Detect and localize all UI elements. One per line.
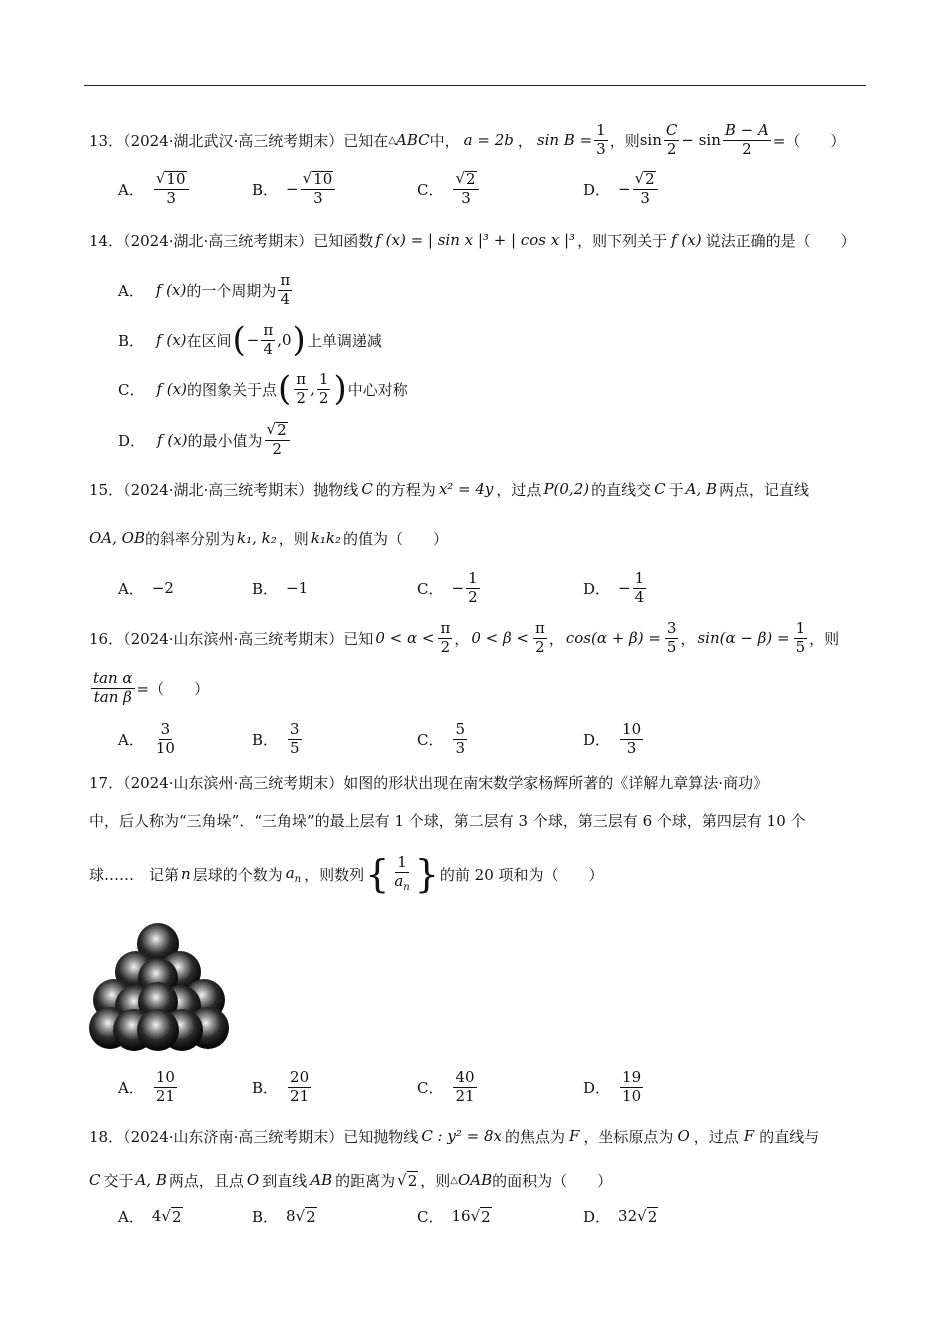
ball-pile: [89, 923, 229, 1051]
q13-sin: sin: [639, 131, 662, 149]
option-letter: C．: [417, 180, 444, 199]
q18-f: F: [743, 1127, 755, 1145]
q15-option-c[interactable]: [417, 565, 482, 611]
option-letter: C．: [417, 730, 444, 749]
q15-option-a[interactable]: [118, 565, 174, 611]
q18-o: O: [246, 1171, 260, 1189]
q15-c: C: [654, 480, 666, 498]
q17-text: ，则数列: [304, 865, 365, 884]
q18-ab-line: AB: [310, 1171, 333, 1189]
q13-option-c[interactable]: [417, 166, 481, 212]
option-frac: √ 10 3: [154, 171, 189, 207]
q18-o: O: [677, 1127, 690, 1145]
q14-text: ，则下列关于: [577, 231, 668, 250]
option-frac: √ 2 2: [265, 422, 290, 458]
left-paren: (: [232, 320, 246, 360]
option-sqrt: √ 2: [470, 1206, 491, 1226]
option-text: 的图象关于点: [186, 380, 277, 399]
option-text: 的一个周期为: [186, 281, 277, 300]
option-frac: √ 10 3: [301, 171, 336, 207]
q14-text: 14．（2024·湖北·高三统考期末）已知函数: [89, 231, 374, 250]
left-brace: {: [365, 852, 390, 896]
option-tail: ,0: [277, 331, 292, 349]
q18-line1: [89, 1124, 819, 1148]
option-frac: $\frac{1}{2}$: [468, 568, 478, 606]
q13-text: 13．（2024·湖北武汉·高三统考期末）已知在: [89, 131, 389, 150]
q15-ab: A, B: [685, 480, 718, 498]
q15-text: 的方程为: [375, 480, 436, 499]
option-text: 在区间: [186, 331, 232, 350]
q15-text: 15．（2024·湖北·高三统考期末）抛物线: [89, 480, 359, 499]
q16-text: ，: [454, 629, 470, 648]
q15-option-b[interactable]: [252, 565, 308, 611]
q13-option-d[interactable]: [583, 166, 660, 212]
option-letter: D．: [118, 431, 146, 450]
q16-eq: =（ ）: [136, 679, 210, 698]
q13-sinB: sin B =: [536, 131, 593, 149]
option-fx: f (x): [156, 380, 187, 398]
q15-c: C: [361, 480, 373, 498]
option-frac: $\frac{10}{21}$: [155, 1067, 175, 1105]
q17-n: n: [181, 865, 191, 883]
option-coef: 32: [618, 1207, 638, 1225]
q16-tan-frac: $\frac{\text{tan α}}{\text{tan β}}$: [93, 668, 133, 706]
option-after: 上单调递减: [306, 331, 382, 350]
q18-text: ，则: [420, 1171, 451, 1190]
q17-text: 球…… 记第: [89, 865, 180, 884]
option-letter: B．: [252, 579, 279, 598]
option-letter: D．: [583, 579, 611, 598]
q16-text: ，则: [809, 629, 840, 648]
q17-text: 层球的个数为: [192, 865, 283, 884]
q13-frac-c2: $\frac{C}{2}$: [665, 120, 678, 158]
option-letter: A．: [118, 281, 144, 300]
option-coef: 8: [286, 1207, 296, 1225]
option-letter: C．: [417, 1207, 444, 1226]
q14-text: 说法正确的是（ ）: [705, 231, 856, 250]
q17-text: 的前 20 项和为（ ）: [439, 865, 604, 884]
q14-option-d[interactable]: [118, 418, 292, 462]
option-fx: f (x): [155, 281, 187, 299]
option-letter: D．: [583, 730, 611, 749]
q18-text: ，过点: [693, 1127, 739, 1146]
q17-option-a[interactable]: [118, 1064, 179, 1110]
option-value: −2: [151, 579, 174, 597]
q16-option-d[interactable]: [583, 716, 645, 762]
q18-curve: C : y² = 8x: [421, 1127, 502, 1145]
q15-k1k2prod: k₁k₂: [310, 529, 341, 547]
option-frac: $\frac{3}{5}$: [290, 719, 300, 757]
option-letter: B．: [252, 1078, 279, 1097]
triangle-symbol: △: [450, 1174, 458, 1186]
option-sign: −: [286, 180, 299, 198]
q15-text: ，则: [278, 529, 309, 548]
q14-option-b[interactable]: [118, 318, 382, 362]
q18-text: 的直线与: [759, 1127, 820, 1146]
q17-line2: [89, 808, 806, 832]
q16-cond3: cos(α + β) =: [565, 629, 661, 647]
option-letter: A．: [118, 1078, 144, 1097]
q18-sqrt: √ 2: [397, 1170, 418, 1190]
q18-text: 18．（2024·山东济南·高三统考期末）已知抛物线: [89, 1127, 419, 1146]
option-frac: $\frac{1}{4}$: [634, 568, 645, 606]
q16-options: [118, 716, 858, 762]
q17-frac: $\frac{1}{a_n}$: [394, 852, 410, 893]
q18-ab: A, B: [135, 1171, 167, 1189]
q15-line1: [89, 477, 809, 501]
q15-text: ，过点: [496, 480, 542, 499]
q16-cond1: 0 < α <: [375, 629, 435, 647]
option-letter: B．: [252, 1207, 279, 1226]
option-letter: C．: [417, 1078, 444, 1097]
q18-text: 的焦点为: [504, 1127, 565, 1146]
q18-text: 到直线: [262, 1171, 308, 1190]
q16-frac: $\frac{\pi}{2}$: [440, 618, 451, 656]
q16-text: ，: [548, 629, 564, 648]
q18-option-d[interactable]: [583, 1196, 658, 1236]
triangle-symbol: △: [388, 134, 397, 146]
q14-func: f (x) = | sin x |³ + | cos x |³: [375, 231, 576, 249]
option-sqrt: √ 2: [295, 1206, 316, 1226]
q16-line2: [89, 666, 209, 710]
q13-frac-bma: $\frac{B - A}{2}$: [724, 120, 769, 158]
q13-abc: ABC: [396, 131, 430, 149]
q18-option-c[interactable]: [417, 1196, 492, 1236]
q16-text: 16．（2024·山东滨州·高三统考期末）已知: [89, 629, 374, 648]
q13-options: [118, 166, 858, 212]
option-fx: f (x): [157, 431, 188, 449]
q16-cond2: 0 < β <: [471, 629, 529, 647]
option-frac: $\frac{19}{10}$: [622, 1067, 642, 1105]
option-sqrt: √ 2: [637, 1206, 658, 1226]
option-letter: A．: [118, 180, 144, 199]
option-letter: A．: [118, 1207, 144, 1226]
option-letter: C．: [118, 380, 145, 399]
q18-option-b[interactable]: [252, 1196, 317, 1236]
q15-line2: [89, 526, 448, 550]
option-frac: $\frac{\pi}{2}$: [296, 369, 307, 407]
option-letter: B．: [118, 331, 145, 350]
option-coef: 4: [151, 1207, 162, 1225]
option-sign: −: [618, 579, 631, 597]
left-paren: (: [277, 369, 292, 409]
q18-options: [118, 1196, 858, 1236]
option-neg: −: [246, 331, 260, 349]
option-after: 中心对称: [347, 380, 408, 399]
option-letter: D．: [583, 180, 611, 199]
q13-text: ，则: [609, 131, 640, 150]
right-brace: }: [414, 852, 439, 896]
q13-option-a[interactable]: [118, 166, 191, 212]
option-letter: A．: [118, 730, 144, 749]
q17-option-c[interactable]: [417, 1064, 479, 1110]
q17-options: [118, 1064, 858, 1110]
q17-text: 中，后人称为“三角垛”．“三角垛”的最上层有 1 个球，第二层有 3 个球，第三层有 6 个球，第四层有 10 个: [89, 811, 806, 830]
q16-option-a[interactable]: [118, 716, 179, 762]
q14-stem: [89, 228, 856, 252]
q17-line1: [89, 770, 768, 794]
option-letter: B．: [252, 730, 279, 749]
q18-text: 两点，且点: [168, 1171, 244, 1190]
option-frac: $\frac{\pi}{4}$: [280, 270, 291, 308]
q18-f: F: [569, 1127, 580, 1145]
q18-option-a[interactable]: [118, 1196, 183, 1236]
option-frac: $\frac{5}{3}$: [455, 719, 466, 757]
q16-option-b[interactable]: [252, 716, 304, 762]
option-text: 的最小值为: [187, 431, 263, 450]
q15-option-d[interactable]: [583, 565, 648, 611]
q17-an: $a_n$: [285, 863, 302, 885]
q16-option-c[interactable]: [417, 716, 469, 762]
q16-cond4: sin(α − β) =: [697, 629, 790, 647]
option-sign: −: [618, 180, 631, 198]
q15-text: 两点，记直线: [719, 480, 810, 499]
q16-frac: $\frac{1}{5}$: [795, 618, 806, 656]
q16-frac: $\frac{3}{5}$: [666, 618, 677, 656]
q18-text: ，坐标原点为: [583, 1127, 674, 1146]
q18-text: 的面积为（ ）: [492, 1171, 613, 1190]
option-frac: $\frac{\pi}{4}$: [263, 320, 274, 358]
option-frac: √ 2 3: [633, 171, 658, 207]
q15-text: 于: [668, 480, 684, 499]
q14-option-c[interactable]: [118, 367, 408, 411]
option-frac: $\frac{20}{21}$: [290, 1067, 310, 1105]
option-sqrt: √ 2: [161, 1206, 182, 1226]
q13-frac-third: $\frac{1}{3}$: [596, 120, 606, 158]
q14-fx: f (x): [671, 231, 702, 249]
q14-option-a[interactable]: [118, 268, 294, 312]
q18-text: 的距离为: [335, 1171, 396, 1190]
q15-text: 的值为（ ）: [343, 529, 449, 548]
q15-eq: x² = 4y: [438, 480, 494, 498]
option-frac: $\frac{10}{3}$: [622, 719, 642, 757]
option-value: −1: [286, 579, 309, 597]
q13-eq: =（ ）: [772, 131, 846, 150]
option-letter: B．: [252, 180, 279, 199]
q13-stem: [89, 120, 845, 160]
q18-text: 交于: [103, 1171, 134, 1190]
q15-point: P(0,2): [543, 480, 590, 498]
option-sign: −: [451, 579, 465, 597]
ball-pile-image: [88, 922, 232, 1052]
option-frac: √ 2 3: [453, 171, 478, 207]
q17-line3: [89, 850, 604, 898]
q17-option-b[interactable]: [252, 1064, 313, 1110]
q15-options: [118, 565, 858, 611]
right-paren: ): [292, 320, 306, 360]
option-frac: $\frac{40}{21}$: [455, 1067, 475, 1105]
q16-stem: [89, 618, 839, 658]
right-paren: ): [333, 369, 347, 409]
option-sep: ,: [310, 380, 315, 398]
option-letter: A．: [118, 579, 144, 598]
option-coef: 16: [451, 1207, 471, 1225]
q13-text: 中，: [429, 131, 460, 150]
q15-k1k2: k₁, k₂: [237, 529, 277, 547]
q16-text: ，: [680, 629, 696, 648]
q17-text: 17．（2024·山东滨州·高三统考期末）如图的形状出现在南宋数学家杨辉所著的《详解九章算法·商功》: [89, 773, 769, 792]
option-frac: $\frac{3}{10}$: [155, 719, 175, 757]
q18-c: C: [89, 1171, 101, 1189]
q15-text: 的斜率分别为: [145, 529, 236, 548]
q18-line2: [89, 1166, 612, 1194]
q17-option-d[interactable]: [583, 1064, 645, 1110]
option-letter: D．: [583, 1078, 611, 1097]
q15-text: 的直线交: [591, 480, 652, 499]
q13-minus-sin: − sin: [681, 131, 721, 149]
option-fx: f (x): [156, 331, 187, 349]
option-letter: C．: [417, 579, 444, 598]
q18-oab: OAB: [457, 1171, 493, 1189]
q15-oaob: OA, OB: [89, 529, 145, 547]
header-rule: [84, 85, 866, 86]
option-frac: $\frac{1}{2}$: [318, 369, 329, 407]
q13-text: ，: [517, 131, 533, 150]
q13-option-b[interactable]: [252, 166, 337, 212]
q16-frac: $\frac{\pi}{2}$: [534, 618, 545, 656]
q13-cond: a = 2b: [463, 131, 514, 149]
option-letter: D．: [583, 1207, 611, 1226]
